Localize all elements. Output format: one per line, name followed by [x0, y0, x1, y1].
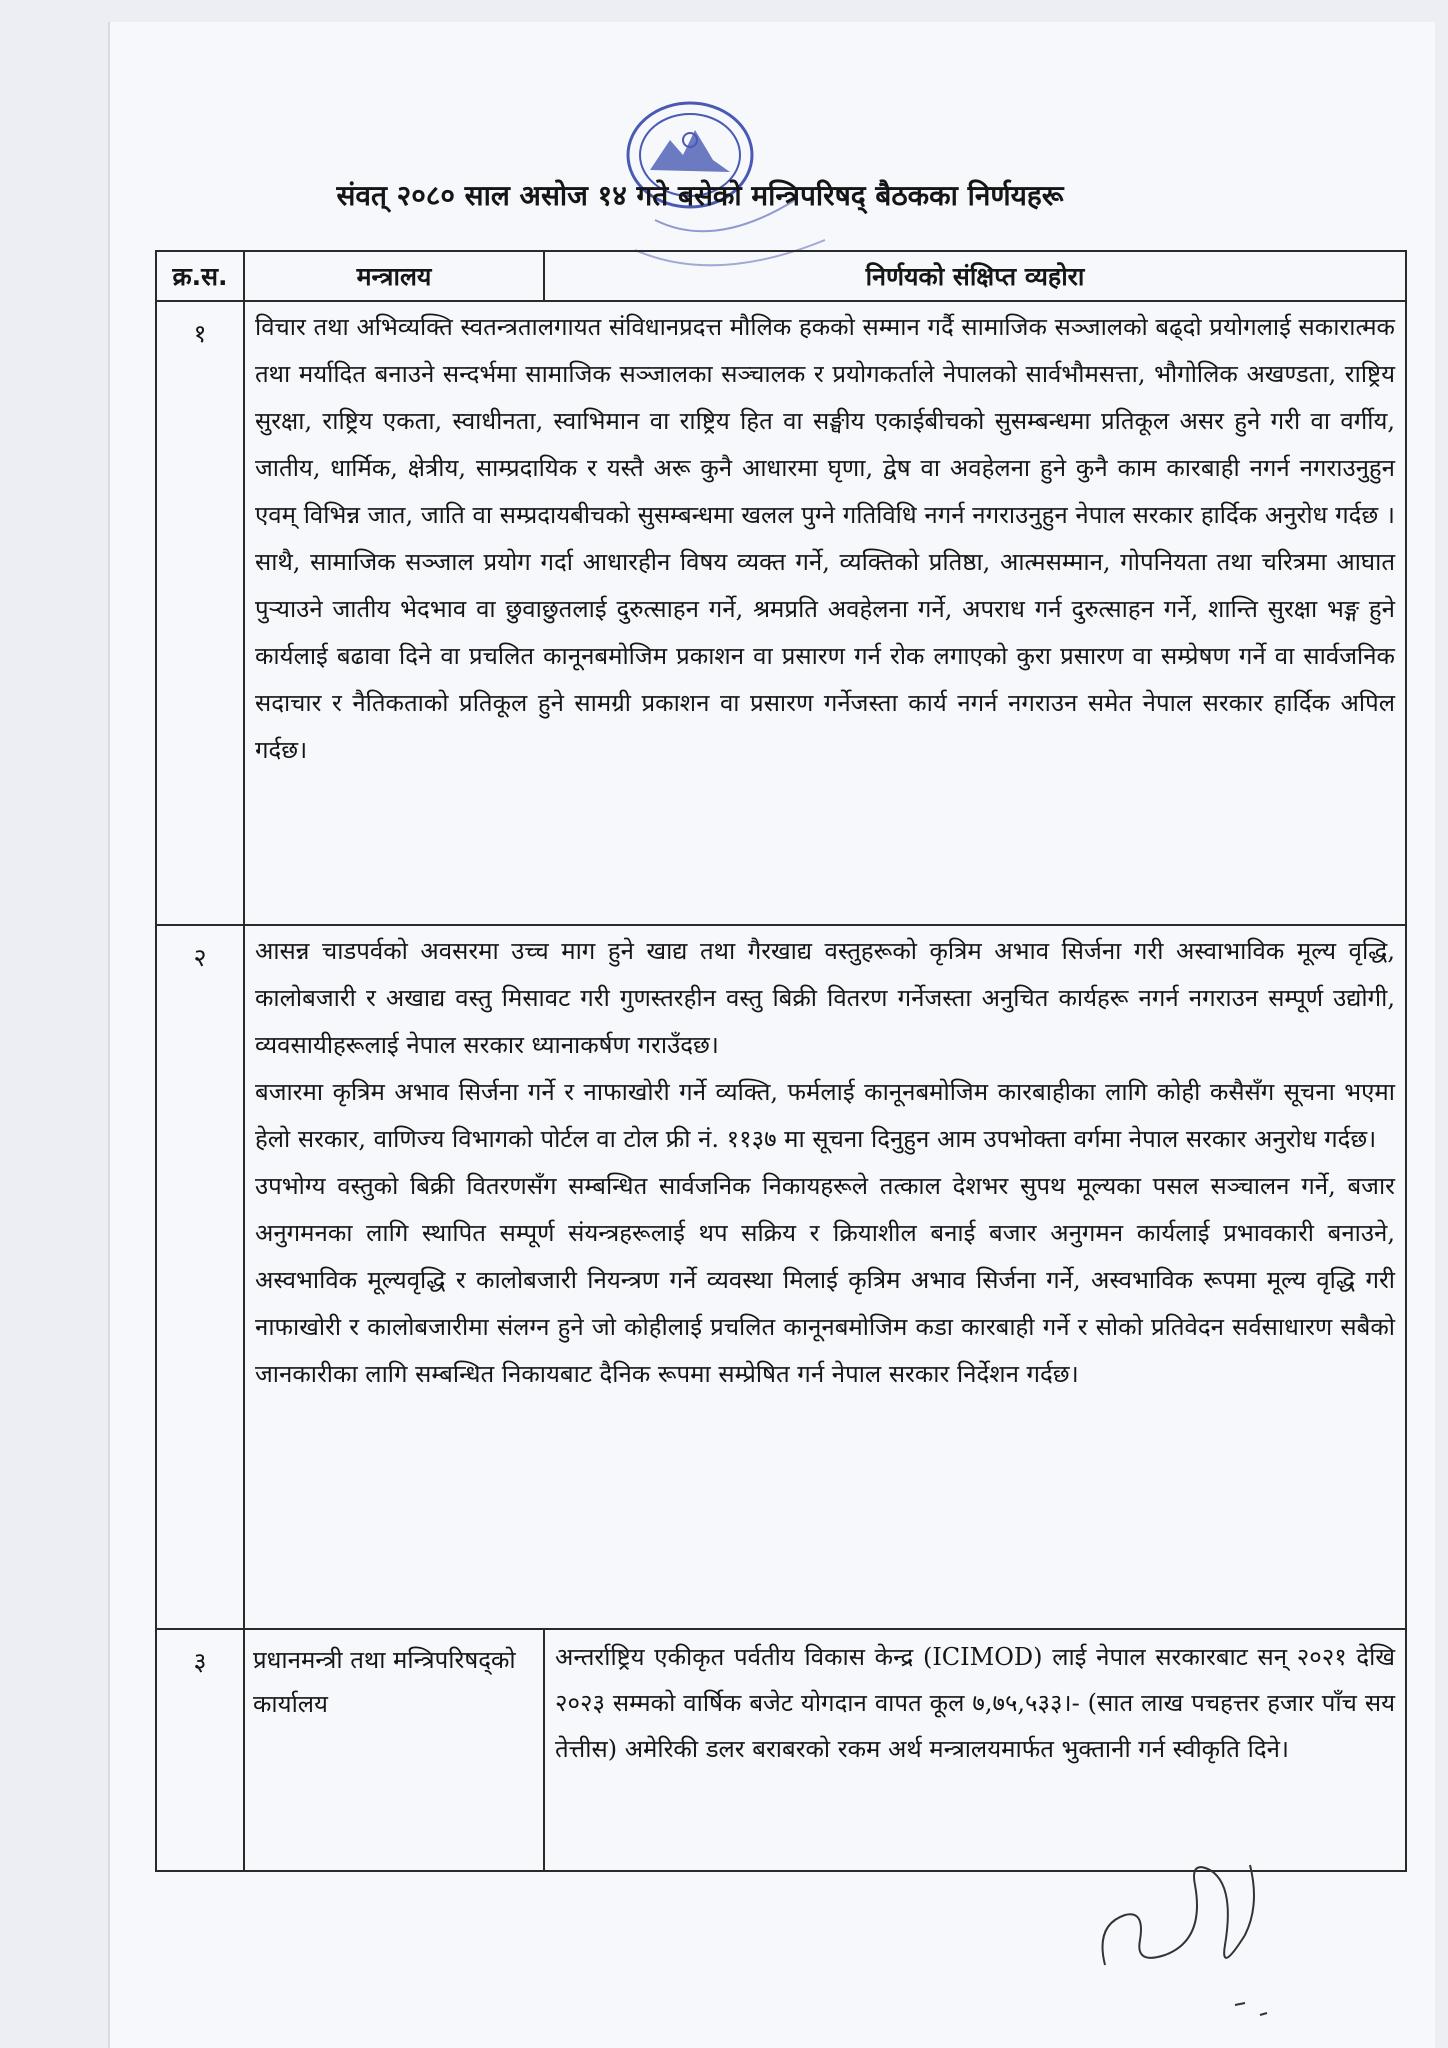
table-row — [156, 925, 1406, 1629]
summary-paragraph: विचार तथा अभिव्यक्ति स्वतन्त्रतालगायत संविधानप्रदत्त मौलिक हकको सम्मान गर्दै सामाजिक सञ्जालको बढ्दो प्रयोगलाई सकारात्मक तथा मर्यादित बनाउने सन्दर्भमा सामाजिक सञ्जालका सञ्चालक र प्रयोगकर्ताले नेपालको सार्वभौमसत्ता, भौगोलिक अखण्डता, राष्ट्रिय सुरक्षा, राष्ट्रिय एकता, स्वाधीनता, स्वाभिमान वा राष्ट्रिय हित वा सङ्घीय एकाईबीचको सुसम्बन्धमा प्रतिकूल असर हुने गरी वा वर्गीय, जातीय, धार्मिक, क्षेत्रीय, साम्प्रदायिक र यस्तै अरू कुनै आधारमा घृणा, द्वेष वा अवहेलना हुने कुनै काम कारबाही नगर्न नगराउनुहुन एवम् विभिन्न जात, जाति वा सम्प्रदायबीचको सुसम्बन्धमा खलल पुग्ने गतिविधि नगर्न नगराउनुहुन नेपाल सरकार हार्दिक अनुरोध गर्दछ । साथै, सामाजिक सञ्जाल प्रयोग गर्दा आधारहीन विषय व्यक्त गर्ने, व्यक्तिको प्रतिष्ठा, आत्मसम्मान, गोपनियता तथा चरित्रमा आघात पुर्‍याउने जातीय भेदभाव वा छुवाछुतलाई दुरुत्साहन गर्ने, श्रमप्रति अवहेलना गर्ने, अपराध गर्न दुरुत्साहन गर्ने, शान्ति सुरक्षा भङ्ग हुने कार्यलाई बढावा दिने वा प्रचलित कानूनबमोजिम प्रकाशन वा प्रसारण गर्न रोक लगाएको कुरा प्रसारण वा सम्प्रेषण गर्ने वा सार्वजनिक सदाचार र नैतिकताको प्रतिकूल हुने सामग्री प्रकाशन वा प्रसारण गर्नेजस्ता कार्य नगर्न नगराउन समेत नेपाल सरकार हार्दिक अपिल गर्दछ। — [255, 313, 1395, 764]
signature-icon — [1085, 1845, 1315, 2025]
summary-paragraph: बजारमा कृत्रिम अभाव सिर्जना गर्ने र नाफाखोरी गर्ने व्यक्ति, फर्मलाई कानूनबमोजिम कारबाहीका लागि कोही कसैसँग सूचना भएमा हेलो सरकार, वाणिज्य विभागको पोर्टल वा टोल फ्री नं. ११३७ मा सूचना दिनुहुन आम उपभोक्ता वर्गमा नेपाल सरकार अनुरोध गर्दछ। — [255, 1078, 1395, 1153]
table-row — [156, 1629, 1406, 1871]
row-sn: ३ — [156, 1629, 244, 1871]
row-summary — [244, 925, 1406, 1629]
header-summary: निर्णयको संक्षिप्त व्यहोरा — [544, 251, 1406, 301]
header-sn: क्र.स. — [156, 251, 244, 301]
page-title: संवत् २०८० साल असोज १४ गते बसेको मन्त्रिपरिषद् बैठकका निर्णयहरू — [336, 179, 1064, 212]
row-ministry: प्रधानमन्त्री तथा मन्त्रिपरिषद्को कार्यालय — [244, 1629, 544, 1871]
table-row — [156, 301, 1406, 925]
header-ministry: मन्त्रालय — [244, 251, 544, 301]
decisions-table — [155, 250, 1407, 1872]
row-summary: अन्तर्राष्ट्रिय एकीकृत पर्वतीय विकास केन्द्र (ICIMOD) लाई नेपाल सरकारबाट सन् २०२१ देखि २०२३ सम्मको वार्षिक बजेट योगदान वापत कूल ७,७५,५३३।- (सात लाख पचहत्तर हजार पाँच सय तेत्तीस) अमेरिकी डलर बराबरको रकम अर्थ मन्त्रालयमार्फत भुक्तानी गर्न स्वीकृति दिने। — [544, 1629, 1406, 1871]
table-header-row — [156, 251, 1406, 301]
summary-paragraph: आसन्न चाडपर्वको अवसरमा उच्च माग हुने खाद्य तथा गैरखाद्य वस्तुहरूको कृत्रिम अभाव सिर्जना गरी अस्वाभाविक मूल्य वृद्धि, कालोबजारी र अखाद्य वस्तु मिसावट गरी गुणस्तरहीन वस्तु बिक्री वितरण गर्नेजस्ता अनुचित कार्यहरू नगर्न नगराउन सम्पूर्ण उद्योगी, व्यवसायीहरूलाई नेपाल सरकार ध्यानाकर्षण गराउँदछ। — [255, 937, 1395, 1059]
row-summary — [244, 301, 1406, 925]
row-sn: १ — [156, 301, 244, 925]
row-sn: २ — [156, 925, 244, 1629]
summary-paragraph: उपभोग्य वस्तुको बिक्री वितरणसँग सम्बन्धित सार्वजनिक निकायहरूले तत्काल देशभर सुपथ मूल्यका पसल सञ्चालन गर्ने, बजार अनुगमनका लागि स्थापित सम्पूर्ण संयन्त्रहरूलाई थप सक्रिय र क्रियाशील बनाई बजार अनुगमन कार्यलाई प्रभावकारी बनाउने, अस्वभाविक मूल्यवृद्धि र कालोबजारी नियन्त्रण गर्ने व्यवस्था मिलाई कृत्रिम अभाव सिर्जना गर्ने, अस्वभाविक रूपमा मूल्य वृद्धि गरी नाफाखोरी र कालोबजारीमा संलग्न हुने जो कोहीलाई प्रचलित कानूनबमोजिम कडा कारबाही गर्ने र सोको प्रतिवेदन सर्वसाधारण सबैको जानकारीका लागि सम्बन्धित निकायबाट दैनिक रूपमा सम्प्रेषित गर्न नेपाल सरकार निर्देशन गर्दछ। — [255, 1172, 1395, 1388]
